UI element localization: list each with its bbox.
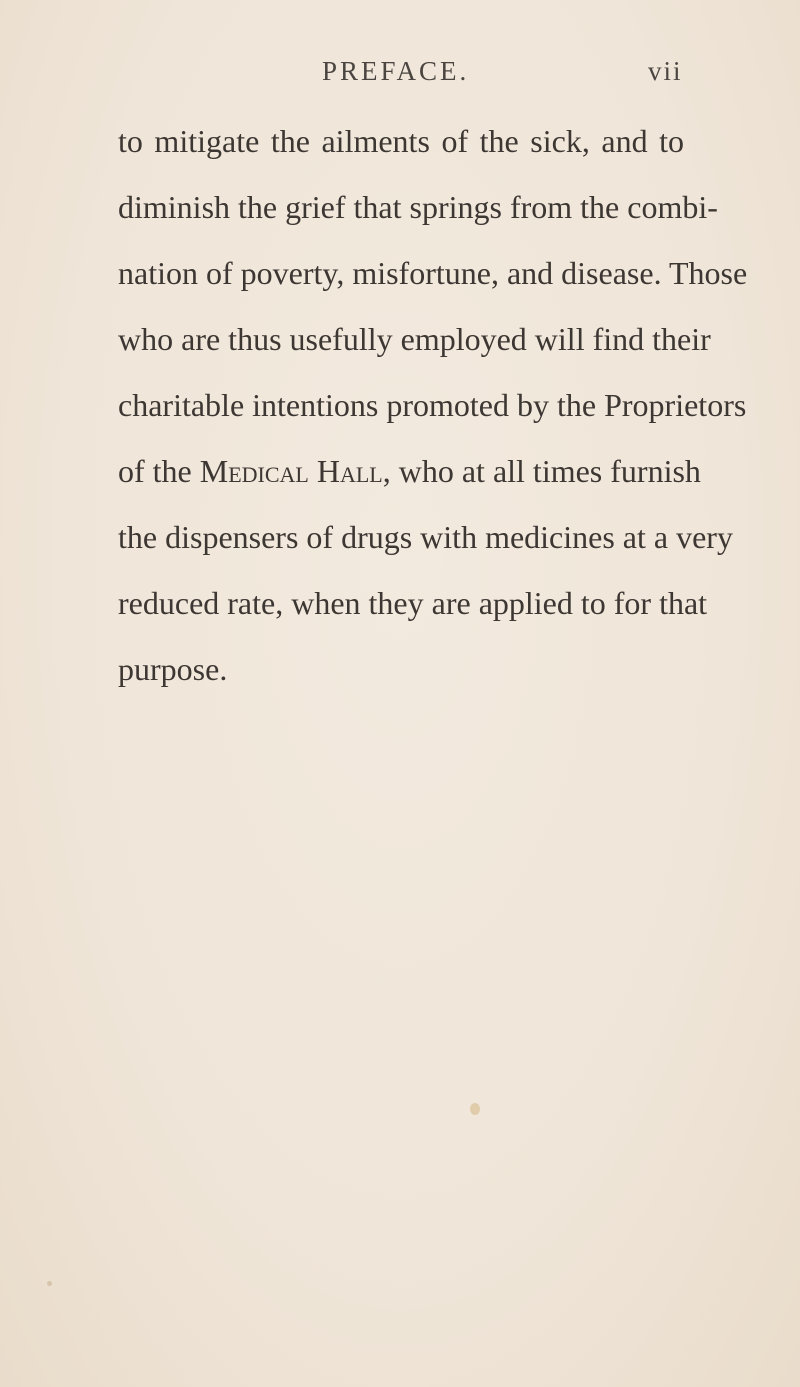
text-line (118, 445, 701, 511)
small-caps-medical: Medical (199, 453, 309, 489)
text-line: reduced rate, when they are applied to for that (118, 585, 708, 621)
text-line: the dispensers of drugs with medicines at a very (118, 519, 733, 555)
small-caps-hall: Hall (316, 453, 383, 489)
text-segment: , who at all times furnish (382, 453, 701, 489)
text-line: to mitigate the ailments of the sick, and to (118, 123, 684, 159)
paper-speck (47, 1281, 52, 1286)
body-text (118, 115, 748, 709)
text-line: charitable intentions promoted by the Proprietors (118, 387, 747, 423)
text-line: nation of poverty, misfortune, and disease. Those (118, 255, 748, 291)
paper-speck (470, 1103, 480, 1115)
text-segment: of the (118, 453, 200, 489)
text-segment (309, 453, 317, 489)
running-head: PREFACE. (322, 56, 470, 86)
page-number: vii (648, 56, 683, 86)
page-header (0, 56, 800, 96)
text-line: purpose. (118, 651, 228, 687)
text-line: who are thus usefully employed will find their (118, 321, 711, 357)
text-line: diminish the grief that springs from the combi- (118, 189, 718, 225)
